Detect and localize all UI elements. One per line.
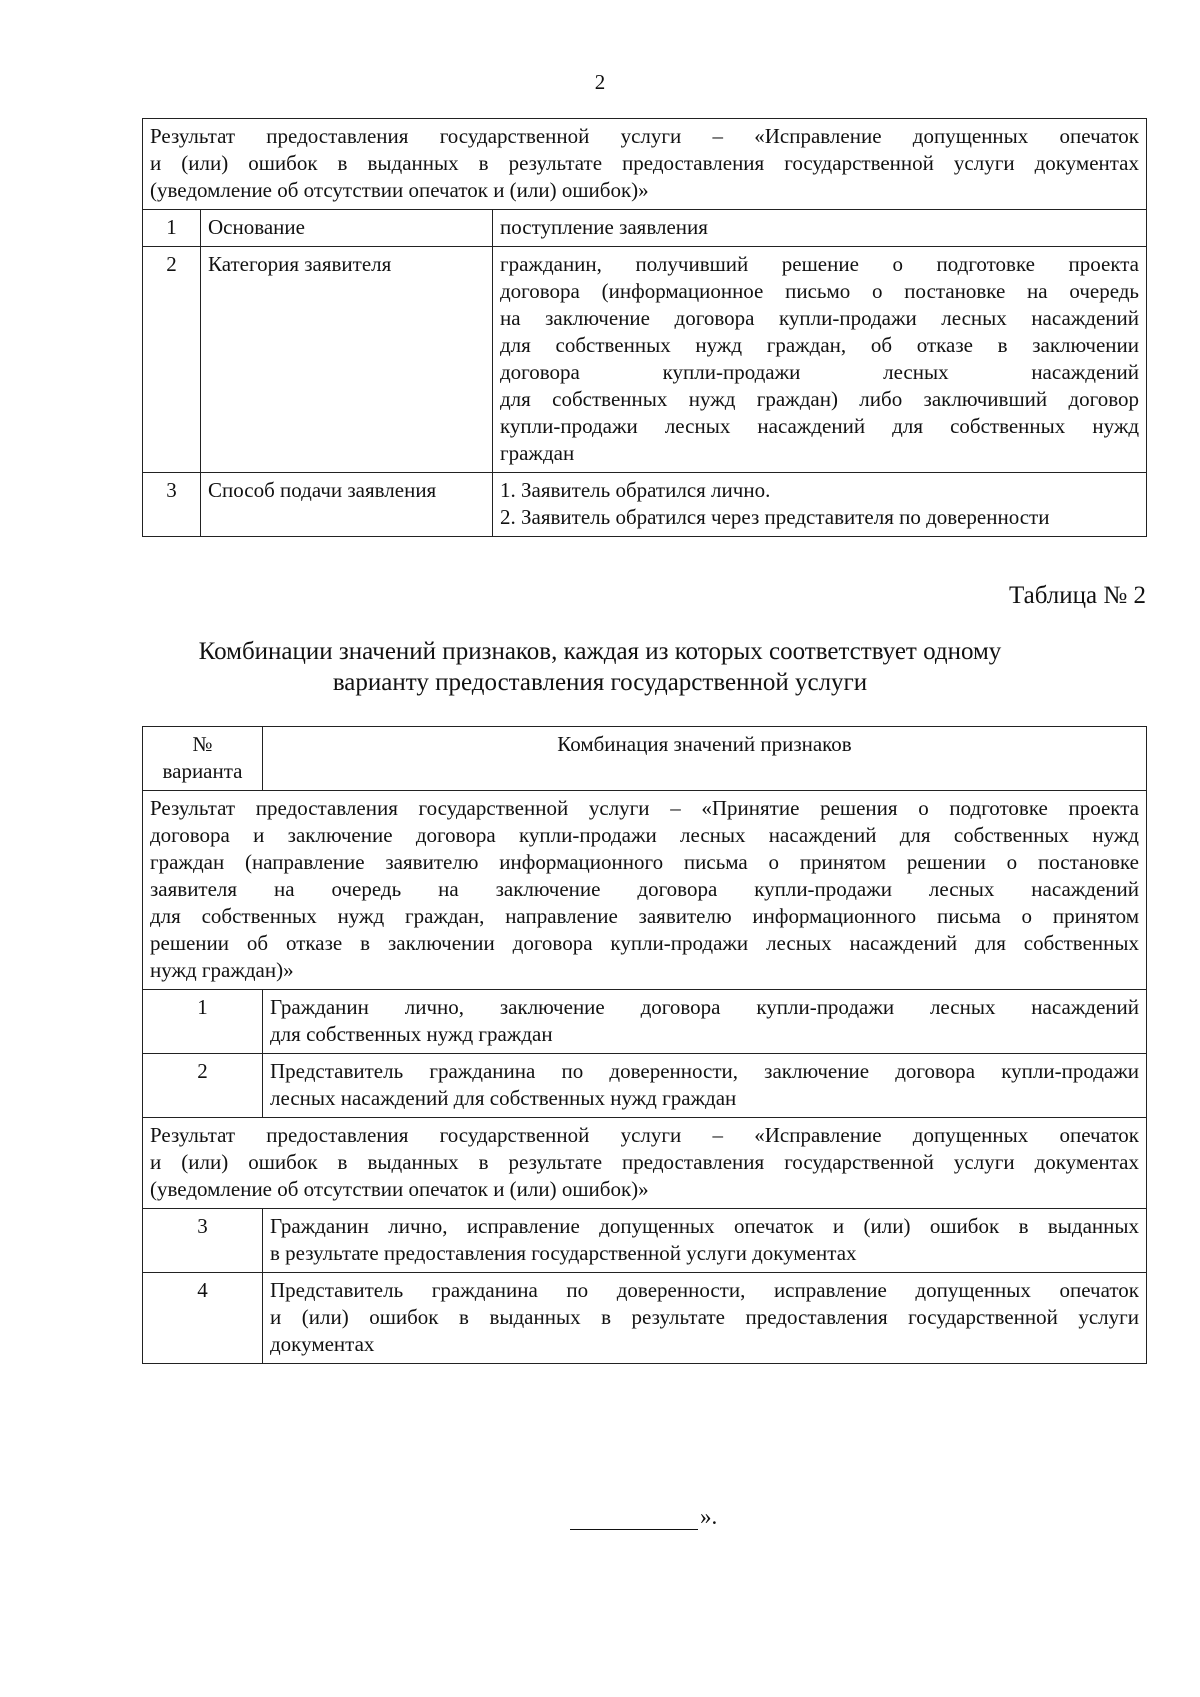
text-line: нужд граждан)»: [150, 958, 294, 982]
text-line: на заключение договора купли-продажи лесных насаждений: [500, 306, 1140, 330]
text-line: и (или) ошибок в выданных в результате предоставления государственной услуги: [270, 1305, 1139, 1329]
text-line: договора и заключение договора купли-продажи лесных насаждений для собственных нужд: [150, 823, 1139, 847]
table-row: [143, 990, 1147, 1054]
text-line: граждан: [500, 441, 575, 465]
variant-number: 4: [143, 1273, 263, 1364]
text-line: для собственных нужд граждан, направление заявителю информационного письма о принятом: [150, 904, 1139, 928]
result-header-cell: [143, 119, 1147, 210]
row-number: 1: [143, 210, 201, 247]
text-line: 2. Заявитель обратился через представителя по доверенности: [500, 505, 1050, 529]
table-row: [143, 1118, 1147, 1209]
variant-number: 1: [143, 990, 263, 1054]
table-row: [143, 1054, 1147, 1118]
text-line: для собственных нужд граждан, об отказе в заключении: [500, 333, 1140, 357]
table-row: [143, 119, 1147, 210]
closing-mark: [570, 1504, 717, 1530]
table-label: Таблица № 2: [1008, 582, 1146, 609]
column-header-combination: Комбинация значений признаков: [263, 727, 1147, 791]
row-label: Категория заявителя: [201, 247, 493, 473]
closing-quote: ».: [700, 1504, 718, 1529]
result-group-cell: [143, 791, 1147, 990]
text-line: договора купли-продажи лесных насаждений: [500, 360, 1140, 384]
text-line: в результате предоставления государственной услуги документах: [270, 1241, 857, 1265]
row-label: Основание: [201, 210, 493, 247]
text-line: Гражданин лично, заключение договора купли-продажи лесных насаждений: [270, 995, 1139, 1019]
variant-number: 3: [143, 1209, 263, 1273]
text-line: 1. Заявитель обратился лично.: [500, 478, 771, 502]
text-line: для собственных нужд граждан) либо заключивший договор: [500, 387, 1140, 411]
table-row: [143, 791, 1147, 990]
row-number: 2: [143, 247, 201, 473]
row-value: [493, 210, 1147, 247]
text-line: Результат предоставления государственной услуги – «Принятие решения о подготовке проекта: [150, 796, 1139, 820]
text-line: и (или) ошибок в выданных в результате предоставления государственной услуги документах: [150, 1150, 1139, 1174]
text-line: Представитель гражданина по доверенности, исправление допущенных опечаток: [270, 1278, 1139, 1302]
row-value: [493, 247, 1147, 473]
text-line: Результат предоставления государственной услуги – «Исправление допущенных опечаток: [150, 124, 1140, 148]
text-line: поступление заявления: [500, 215, 708, 239]
variant-combination: [263, 1209, 1147, 1273]
text-line: (уведомление об отсутствии опечаток и (или) ошибок)»: [150, 178, 649, 202]
variant-number: 2: [143, 1054, 263, 1118]
blank-line: [570, 1507, 698, 1530]
row-label: Способ подачи заявления: [201, 473, 493, 537]
table-row: [143, 1273, 1147, 1364]
text-line: решении об отказе в заключении договора купли-продажи лесных насаждений для собственных: [150, 931, 1139, 955]
variant-combination: [263, 990, 1147, 1054]
text-line: гражданин, получивший решение о подготовке проекта: [500, 252, 1140, 276]
text-line: (уведомление об отсутствии опечаток и (или) ошибок)»: [150, 1177, 649, 1201]
text-line: граждан (направление заявителю информационного письма о принятом решении о постановке: [150, 850, 1139, 874]
text-line: и (или) ошибок в выданных в результате предоставления государственной услуги документах: [150, 151, 1140, 175]
table-row: [143, 210, 1147, 247]
header-line: №: [192, 732, 213, 756]
table-header-row: [143, 727, 1147, 791]
text-line: Результат предоставления государственной услуги – «Исправление допущенных опечаток: [150, 1123, 1139, 1147]
table-caption: [0, 636, 1200, 698]
table-row: [143, 247, 1147, 473]
result-group-cell: [143, 1118, 1147, 1209]
text-line: документах: [270, 1332, 375, 1356]
row-value: [493, 473, 1147, 537]
header-line: варианта: [162, 759, 243, 783]
caption-line: варианту предоставления государственной услуги: [332, 669, 868, 696]
service-result-table: [142, 118, 1147, 537]
column-header-variant-number: [143, 727, 263, 791]
variant-combinations-table: [142, 726, 1147, 1364]
variant-combination: [263, 1054, 1147, 1118]
table-row: [143, 1209, 1147, 1273]
text-line: для собственных нужд граждан: [270, 1022, 553, 1046]
page-number: 2: [594, 70, 606, 94]
text-line: заявителя на очередь на заключение договора купли-продажи лесных насаждений: [150, 877, 1139, 901]
text-line: лесных насаждений для собственных нужд граждан: [270, 1086, 737, 1110]
text-line: договора (информационное письмо о постановке на очередь: [500, 279, 1140, 303]
text-line: Гражданин лично, исправление допущенных опечаток и (или) ошибок в выданных: [270, 1214, 1139, 1238]
text-line: купли-продажи лесных насаждений для собственных нужд: [500, 414, 1140, 438]
variant-combination: [263, 1273, 1147, 1364]
caption-line: Комбинации значений признаков, каждая из которых соответствует одному: [198, 638, 1002, 665]
row-number: 3: [143, 473, 201, 537]
text-line: Представитель гражданина по доверенности, заключение договора купли-продажи: [270, 1059, 1139, 1083]
table-row: [143, 473, 1147, 537]
